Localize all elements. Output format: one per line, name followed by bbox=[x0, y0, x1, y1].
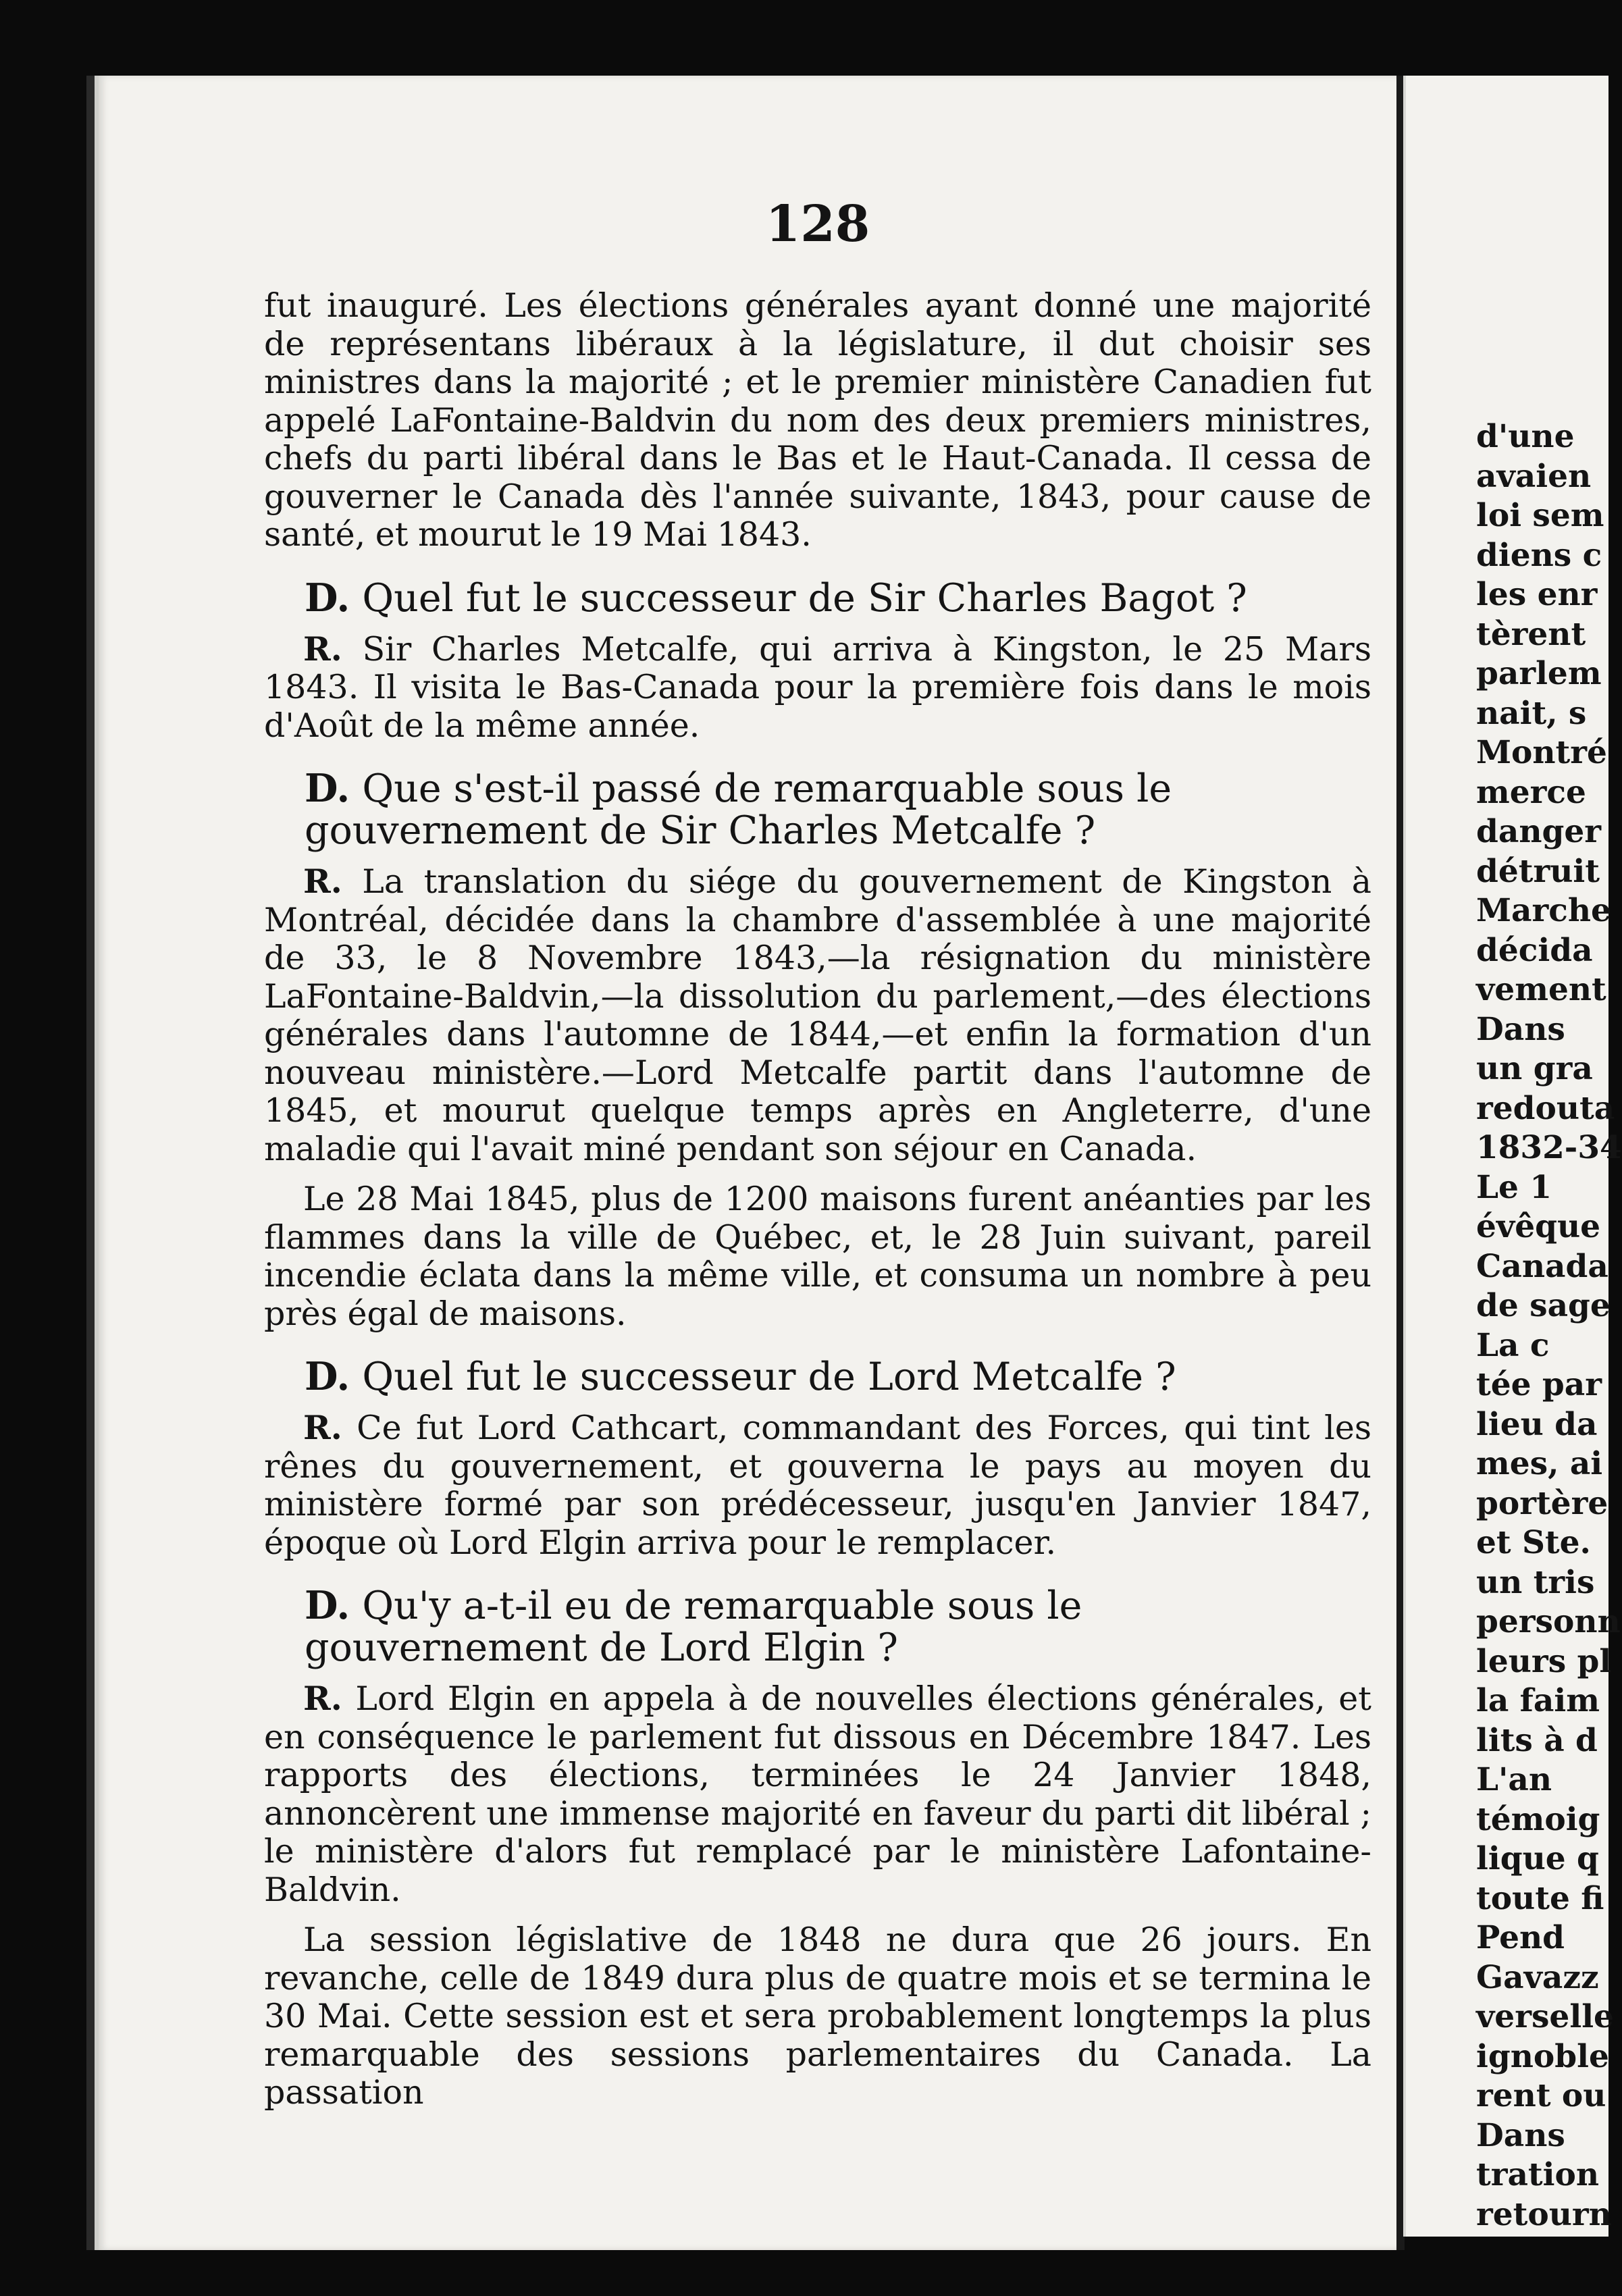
next-page-line: leurs pl bbox=[1476, 1642, 1612, 1680]
next-page-line: avaien bbox=[1476, 457, 1592, 495]
next-page-line: Marche bbox=[1476, 892, 1611, 929]
question-text: Quel fut le successeur de Sir Charles Bagot ? bbox=[362, 575, 1247, 621]
next-page-line: Dans bbox=[1476, 1010, 1565, 1048]
next-page-line: lits à d bbox=[1476, 1721, 1598, 1759]
next-page-line: tration bbox=[1476, 2156, 1600, 2193]
answer-4 bbox=[264, 1679, 1371, 1909]
answer-text: La translation du siége du gouvernement de Kingston à Montréal, décidée dans la chambre d'assemblée à une majorité de 33, le 8 Novembre 1843,—la résignation du ministère LaFontaine-Baldvin,—la dissolution du parlement,—des élections générales dans l'automne de 1844,—et enfin la formation d'un nouveau ministère.—Lord Metcalfe partit dans l'automne de 1845, et mourut quelque temps après en Angleterre, d'une maladie qui l'avait miné pendant son séjour en Canada. bbox=[264, 862, 1371, 1168]
question-text: Quel fut le successeur de Lord Metcalfe ? bbox=[362, 1355, 1176, 1400]
next-page-line: de sage bbox=[1476, 1287, 1611, 1324]
question-1 bbox=[264, 577, 1371, 619]
next-page-line: et Ste. bbox=[1476, 1524, 1591, 1561]
next-page-line: Dans bbox=[1476, 2116, 1565, 2154]
next-page-line: Pend bbox=[1476, 1919, 1565, 1956]
next-page-line: vement bbox=[1476, 971, 1606, 1008]
answer-label: R. bbox=[303, 862, 342, 902]
next-page-line: loi sem bbox=[1476, 497, 1604, 534]
page-edge-shadow bbox=[86, 76, 95, 2250]
answer-label: R. bbox=[303, 1679, 342, 1719]
next-page-line: parlem bbox=[1476, 655, 1602, 692]
next-page-line: 1832-34 bbox=[1476, 1129, 1622, 1166]
question-text: Qu'y a-t-il eu de remarquable sous le gouvernement de Lord Elgin ? bbox=[305, 1584, 1082, 1671]
question-3 bbox=[264, 1356, 1371, 1398]
question-text: Que s'est-il passé de remarquable sous le gouvernement de Sir Charles Metcalfe ? bbox=[305, 766, 1172, 854]
question-4 bbox=[264, 1585, 1371, 1669]
followup-paragraph-4: La session législative de 1848 ne dura que 26 jours. En revanche, celle de 1849 dura plus de quatre mois et se termina le 30 Mai. Cette session est et sera probablement longtemps la plus remarquable des sessions parlementaires du Canada. La passation bbox=[264, 1921, 1371, 2112]
next-page-line: Montré bbox=[1476, 734, 1607, 771]
next-page-line: d'une bbox=[1476, 418, 1575, 455]
next-page-line: toute fi bbox=[1476, 1879, 1604, 1917]
next-page-line: personn bbox=[1476, 1603, 1621, 1640]
next-page-line: nait, s bbox=[1476, 694, 1587, 732]
question-label: D. bbox=[305, 766, 350, 812]
next-page-line: ignoble bbox=[1476, 2037, 1609, 2075]
followup-paragraph-2: Le 28 Mai 1845, plus de 1200 maisons furent anéanties par les flammes dans la ville de Québec, et, le 28 Juin suivant, pareil incendie éclata dans la même ville, et consuma un nombre à peu près égal de maisons. bbox=[264, 1180, 1371, 1333]
next-page-fragments bbox=[1476, 417, 1622, 2235]
next-page-line: tèrent bbox=[1476, 615, 1586, 653]
next-page-line: L'an bbox=[1476, 1761, 1552, 1798]
answer-text: Sir Charles Metcalfe, qui arriva à Kingston, le 25 Mars 1843. Il visita le Bas-Canada pour la première fois dans le mois d'Août de la même année. bbox=[264, 629, 1371, 745]
next-page-line: détruit bbox=[1476, 852, 1600, 890]
next-page-line: diens c bbox=[1476, 536, 1602, 574]
next-page-line: les enr bbox=[1476, 576, 1598, 613]
next-page-line: témoig bbox=[1476, 1800, 1600, 1838]
next-page-line: Canada bbox=[1476, 1247, 1608, 1285]
next-page-line: verselle bbox=[1476, 1998, 1614, 2035]
next-page-line: Gavazz bbox=[1476, 1958, 1599, 1996]
page-text-block bbox=[264, 197, 1371, 2112]
left-page bbox=[95, 76, 1401, 2250]
answer-2 bbox=[264, 862, 1371, 1168]
page-number: 128 bbox=[765, 195, 870, 253]
question-label: D. bbox=[305, 575, 350, 621]
next-page-line: redouta bbox=[1476, 1089, 1615, 1127]
next-page-line: retourn bbox=[1476, 2195, 1612, 2233]
next-page-line: tée par bbox=[1476, 1366, 1602, 1403]
opening-paragraph: fut inauguré. Les élections générales ayant donné une majorité de représentans libéraux à la législature, il dut choisir ses ministres dans la majorité ; et le premier ministère Canadien fut appelé LaFontaine-Baldvin du nom des deux premiers ministres, chefs du parti libéral dans le Bas et le Haut-Canada. Il cessa de gouverner le Canada dès l'année suivante, 1843, pour cause de santé, et mourut le 19 Mai 1843. bbox=[264, 286, 1371, 554]
next-page-line: rent ou bbox=[1476, 2077, 1606, 2114]
next-page-line: La c bbox=[1476, 1326, 1550, 1364]
next-page-line: évêque bbox=[1476, 1208, 1601, 1245]
answer-3 bbox=[264, 1409, 1371, 1562]
next-page-line: merce bbox=[1476, 773, 1586, 811]
answer-text: Ce fut Lord Cathcart, commandant des Forces, qui tint les rênes du gouvernement, et gouverna le pays au moyen du ministère formé par son prédécesseur, jusqu'en Janvier 1847, époque où Lord Elgin arriva pour le remplacer. bbox=[264, 1409, 1371, 1562]
answer-1 bbox=[264, 630, 1371, 746]
next-page-line: danger bbox=[1476, 813, 1602, 850]
next-page-line: mes, ai bbox=[1476, 1445, 1603, 1482]
question-2 bbox=[264, 768, 1371, 852]
next-page-line: un tris bbox=[1476, 1563, 1595, 1601]
answer-label: R. bbox=[303, 1408, 342, 1448]
next-page-line: la faim bbox=[1476, 1682, 1600, 1719]
next-page-line: portère bbox=[1476, 1484, 1608, 1522]
next-page-line: lique q bbox=[1476, 1840, 1599, 1877]
question-label: D. bbox=[305, 1354, 350, 1400]
question-label: D. bbox=[305, 1583, 350, 1629]
answer-text: Lord Elgin en appela à de nouvelles élections générales, et en conséquence le parlement fut dissous en Décembre 1847. Les rapports des élections, terminées le 24 Janvier 1848, annoncèrent une immense majorité en faveur du parti dit libéral ; le ministère d'alors fut remplacé par le ministère Lafontaine-Baldvin. bbox=[264, 1679, 1371, 1909]
next-page-line: Le 1 bbox=[1476, 1168, 1552, 1206]
next-page-line: lieu da bbox=[1476, 1405, 1598, 1443]
right-page-cropped bbox=[1403, 76, 1622, 2237]
next-page-line: un gra bbox=[1476, 1050, 1593, 1087]
next-page-line: décida bbox=[1476, 931, 1593, 969]
answer-label: R. bbox=[303, 629, 342, 669]
